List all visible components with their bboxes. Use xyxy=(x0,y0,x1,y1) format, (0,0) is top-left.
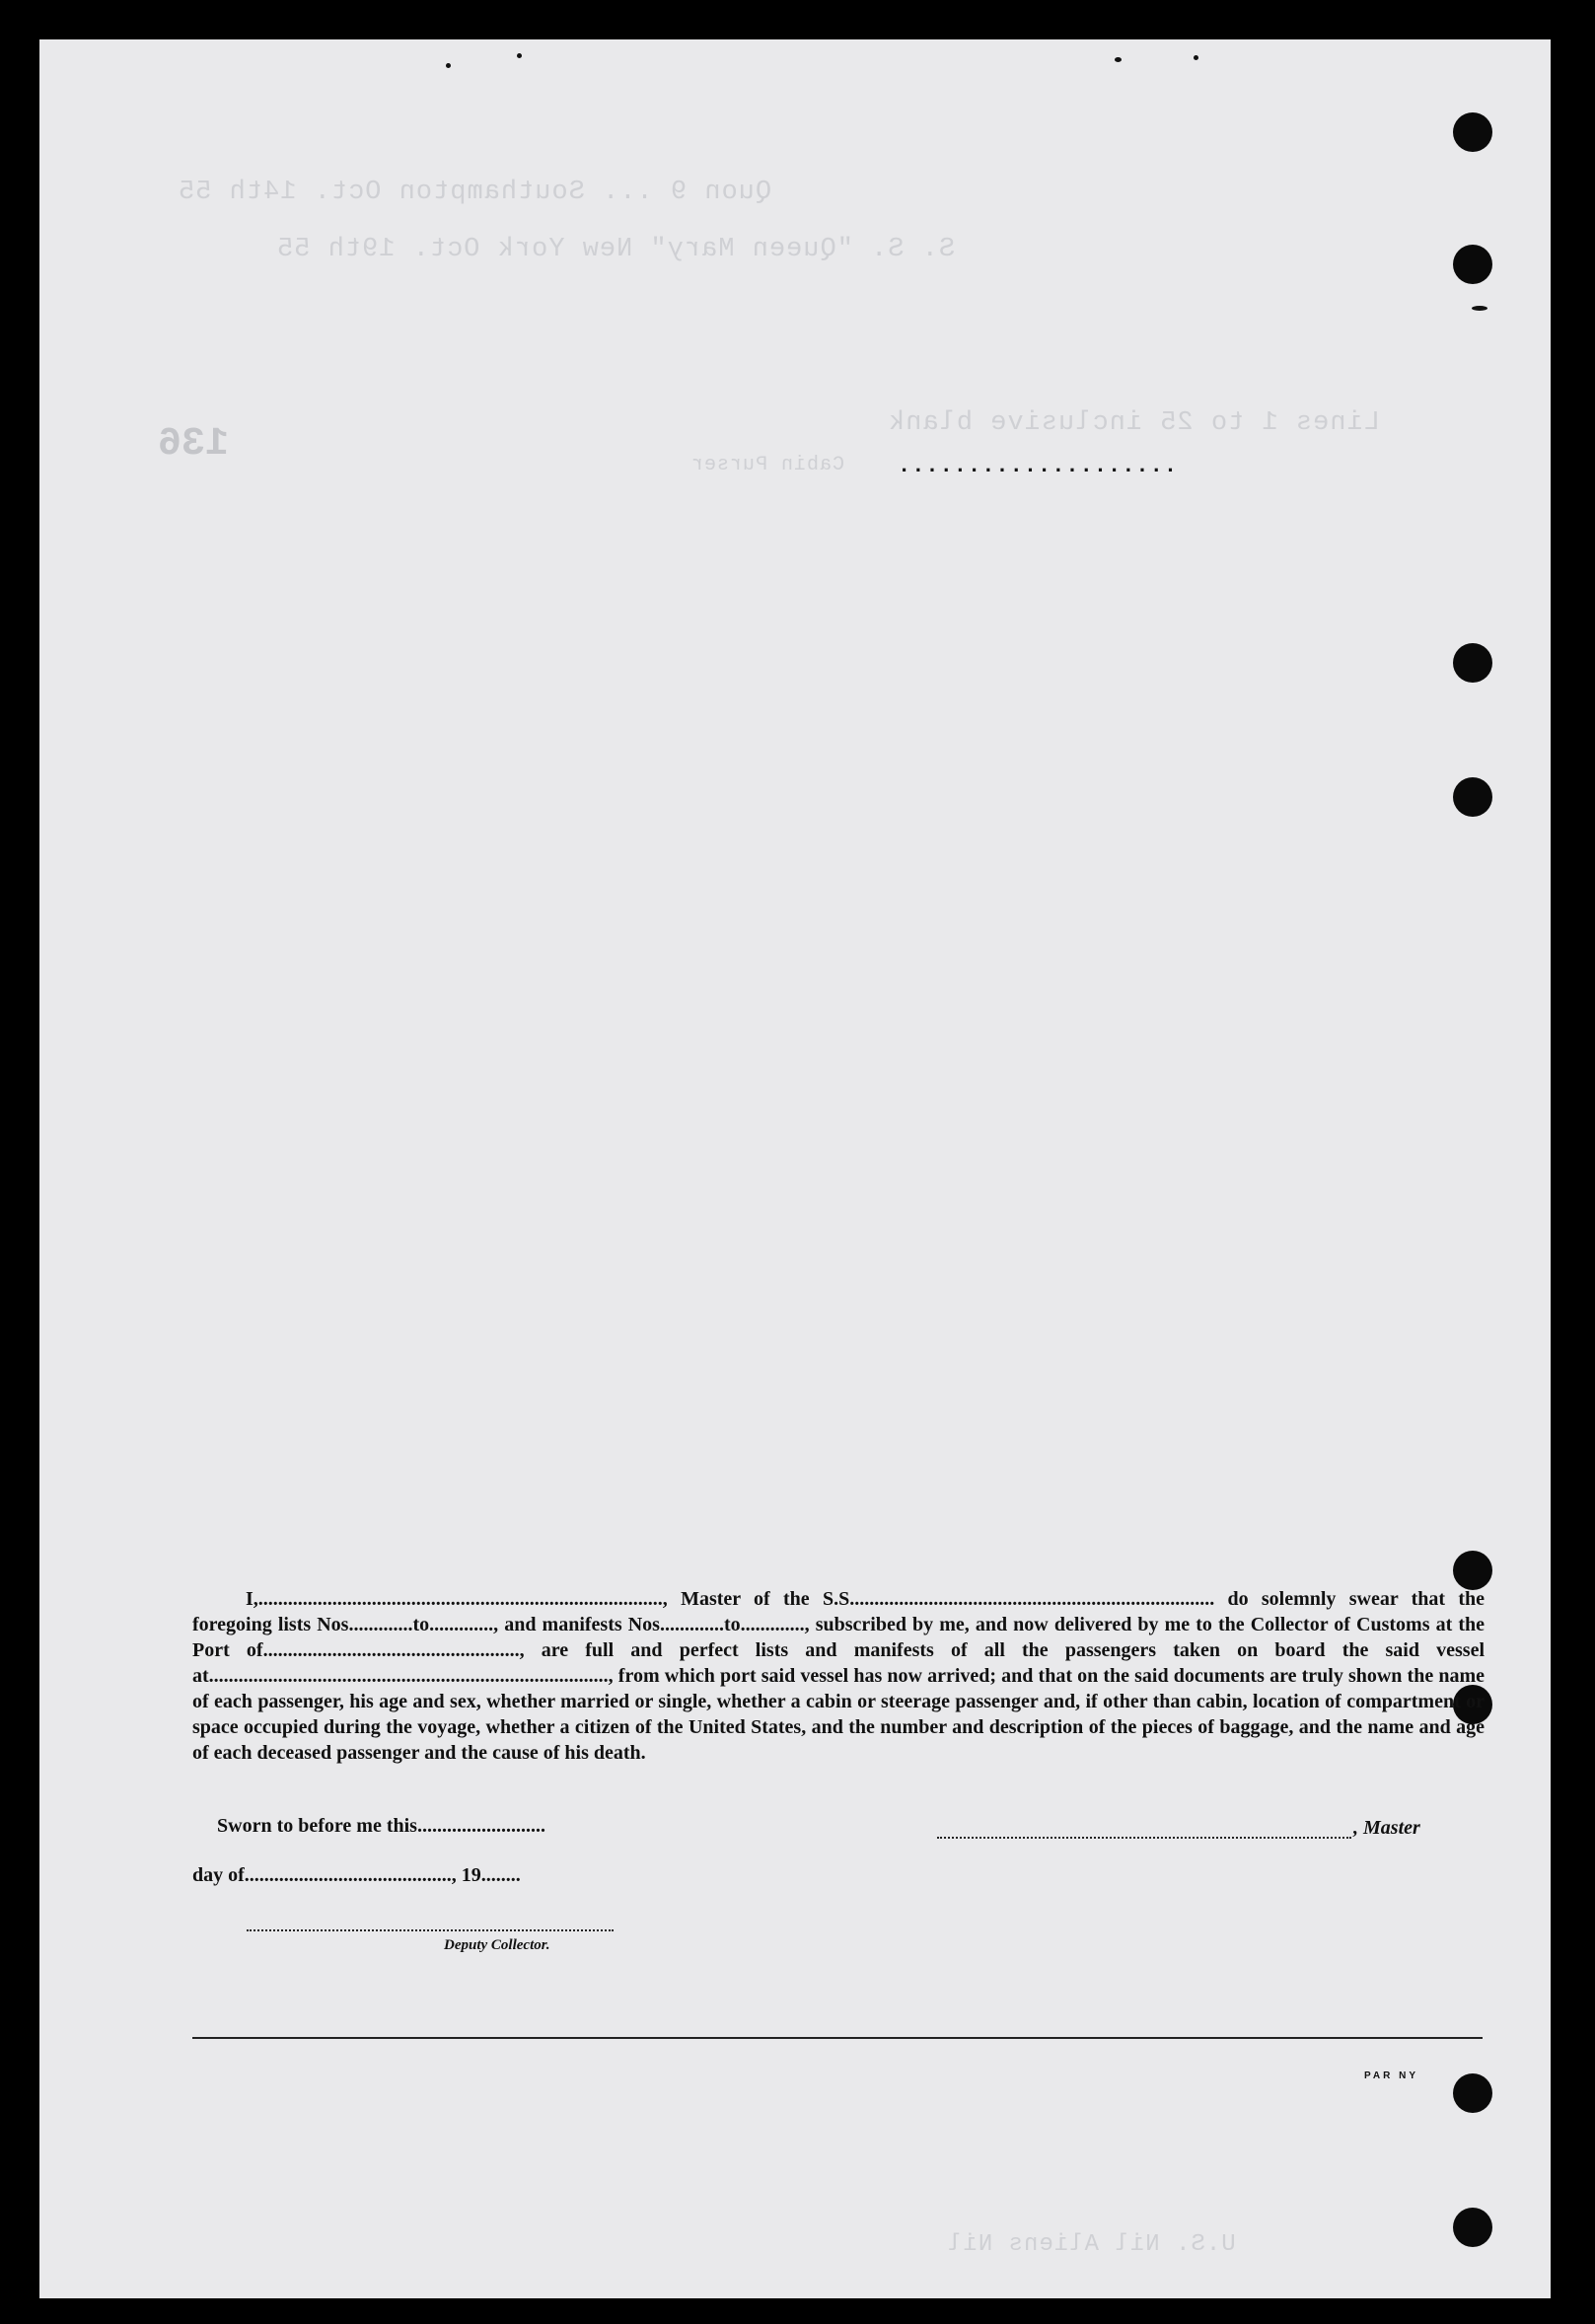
deputy-collector-label: Deputy Collector. xyxy=(444,1937,550,1953)
ink-speck xyxy=(1194,55,1198,60)
punch-hole-icon xyxy=(1453,777,1492,817)
ghost-text-line: S. S. "Queen Mary" New York Oct. 19th 55 xyxy=(276,235,956,264)
deputy-signature-line xyxy=(247,1929,614,1931)
punch-hole-icon xyxy=(1453,643,1492,683)
oath-text: I,.................................................................................., Master of the S.S.......................................................................... do solemnly swear that the foregoing lists Nos.............to............., and manifests Nos.............to............., subscribed by me, and now delivered by me to the Collector of Customs at the Port of...................................................., are full and perfect lists and manifests of all the passengers taken on board the said vessel at................................................................................., from which port said vessel has now arrived; and that on the said documents are truly shown the name of each passenger, his age and sex, whether married or single, whether a cabin or steerage passenger and, if other than cabin, location of compartment or space occupied during the voyage, whether a citizen of the United States, and the number and description of the pieces of baggage, and the name and age of each deceased passenger and the cause of his death. xyxy=(192,1588,1485,1764)
ghost-text-line: Quon 9 ... Southampton Oct. 14th 55 xyxy=(178,178,772,207)
day-label: day of.........................................., 19........ xyxy=(192,1864,521,1886)
punch-hole-icon xyxy=(1453,2208,1492,2247)
master-label: , Master xyxy=(1353,1817,1420,1839)
ink-speck xyxy=(1115,57,1122,62)
punch-hole-icon xyxy=(1453,2073,1492,2113)
manifest-page xyxy=(39,39,1551,2298)
ghost-text-line: U.S. Nil Aliens Nil xyxy=(947,2231,1236,2258)
sworn-label: Sworn to before me this.......................... xyxy=(217,1815,545,1837)
printer-mark: PAR NY xyxy=(1364,2070,1419,2081)
ink-speck xyxy=(517,53,522,58)
purser-signature-dots: .................... xyxy=(898,454,1179,478)
bottom-rule xyxy=(192,2037,1483,2039)
punch-hole-icon xyxy=(1453,245,1492,284)
master-signature-line xyxy=(937,1837,1351,1839)
ink-speck xyxy=(1472,306,1487,311)
ghost-number: 136 xyxy=(158,422,230,467)
ghost-text-line: Lines 1 to 25 inclusive blank xyxy=(888,408,1380,438)
punch-hole-icon xyxy=(1453,1551,1492,1590)
ink-speck xyxy=(446,63,451,68)
punch-hole-icon xyxy=(1453,112,1492,152)
ghost-text-line: Cabin Purser xyxy=(690,454,845,476)
oath-paragraph xyxy=(192,1586,1485,1766)
